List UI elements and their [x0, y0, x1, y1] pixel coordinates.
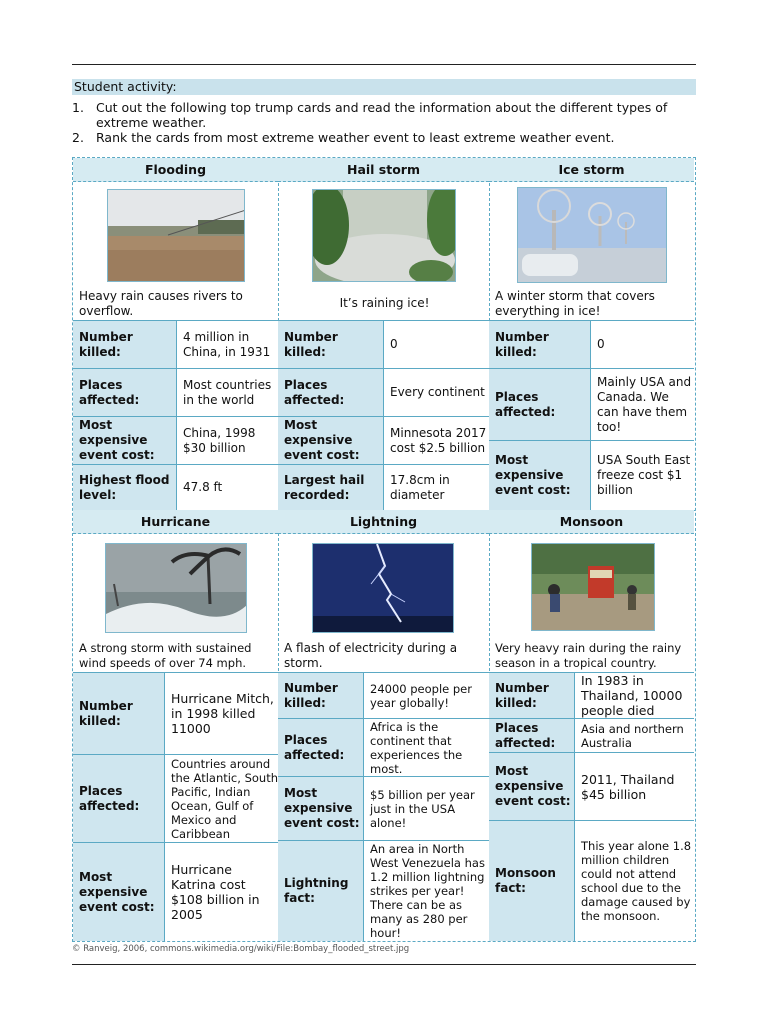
stat-row	[489, 752, 694, 820]
stat-row	[278, 416, 489, 464]
stat-label: Number killed:	[73, 321, 177, 368]
instruction-item	[72, 100, 696, 130]
card-title: Monsoon	[489, 510, 694, 534]
stat-row	[278, 776, 489, 840]
stat-row	[73, 320, 278, 368]
stat-value: Hurricane Mitch, in 1998 killed 11000	[171, 691, 274, 736]
stat-label: Number killed:	[278, 673, 364, 718]
card-description: A strong storm with sustained wind speeds of over 74 mph.	[79, 641, 252, 670]
monsoon-photo	[531, 543, 655, 631]
stat-value: Most countries in the world	[183, 377, 272, 407]
hail-storm-photo	[312, 189, 456, 282]
stat-label: Places affected:	[489, 369, 591, 440]
instruction-item	[72, 130, 696, 145]
stat-value: An area in North West Venezuela has 1.2 million lightning strikes per year! There can be as many as 280 per hour!	[370, 842, 485, 940]
stat-label: Largest hail recorded:	[278, 465, 384, 510]
stat-row	[278, 840, 489, 941]
stat-row	[73, 842, 278, 941]
instruction-number: 2.	[72, 130, 84, 145]
card-title: Hail storm	[278, 158, 489, 182]
stat-label: Most expensive event cost:	[73, 417, 177, 464]
stat-value: Minnesota 2017 cost $2.5 billion	[390, 425, 487, 455]
stat-row	[489, 440, 694, 510]
card-title: Ice storm	[489, 158, 694, 182]
card-title: Lightning	[278, 510, 489, 534]
stat-label: Number killed:	[278, 321, 384, 368]
card-monsoon	[489, 510, 694, 941]
stat-value: Hurricane Katrina cost $108 billion in 2005	[171, 862, 260, 922]
card-hurricane	[73, 510, 278, 941]
stat-label: Most expensive event cost:	[278, 417, 384, 464]
card-description: Heavy rain causes rivers to overflow.	[79, 289, 243, 318]
stat-row	[489, 320, 694, 368]
card-title: Hurricane	[73, 510, 278, 534]
stat-value: China, 1998 $30 billion	[183, 425, 256, 455]
stat-label: Monsoon fact:	[489, 821, 575, 941]
stat-label: Most expensive event cost:	[73, 843, 165, 941]
stat-row	[73, 368, 278, 416]
stat-label: Number killed:	[489, 321, 591, 368]
activity-heading: Student activity:	[72, 79, 696, 95]
lightning-photo	[312, 543, 454, 633]
stat-row	[278, 320, 489, 368]
stat-row	[73, 754, 278, 842]
stat-label: Places affected:	[489, 719, 575, 752]
stat-label: Highest flood level:	[73, 465, 177, 510]
stat-row	[278, 672, 489, 718]
stat-value: Mainly USA and Canada. We can have them too!	[597, 374, 692, 434]
instruction-text: Cut out the following top trump cards and read the information about the different types of extreme weather.	[96, 100, 668, 130]
stat-value: In 1983 in Thailand, 10000 people died	[581, 673, 683, 718]
flooding-photo	[107, 189, 245, 282]
stat-value: Every continent	[390, 385, 485, 399]
stat-label: Places affected:	[73, 755, 165, 842]
stat-value: 47.8 ft	[183, 480, 223, 494]
instruction-number: 1.	[72, 100, 84, 115]
card-description: Very heavy rain during the rainy season in a tropical country.	[495, 641, 682, 670]
stat-value: $5 billion per year just in the USA alone!	[370, 787, 475, 830]
stat-label: Number killed:	[489, 673, 575, 718]
instruction-list	[72, 100, 696, 145]
stat-row	[73, 464, 278, 510]
card-ice-storm	[489, 158, 694, 510]
stat-row	[489, 820, 694, 941]
stat-row	[489, 718, 694, 752]
card-description: It’s raining ice!	[339, 296, 430, 310]
stat-row	[278, 464, 489, 510]
stat-value: Africa is the continent that experiences the most.	[370, 719, 463, 776]
stat-value: Asia and northern Australia	[581, 721, 684, 750]
stat-row	[278, 368, 489, 416]
trump-card-grid	[72, 157, 696, 942]
stat-value: 4 million in China, in 1931	[183, 329, 271, 359]
stat-label: Most expensive event cost:	[489, 753, 575, 820]
stat-label: Number killed:	[73, 673, 165, 754]
ice-storm-photo	[517, 187, 667, 283]
stat-value: This year alone 1.8 million children could not attend school due to the damage caused by the monsoon.	[581, 839, 692, 923]
hurricane-photo	[105, 543, 247, 633]
card-description: A winter storm that covers everything in ice!	[495, 289, 655, 318]
top-rule	[72, 64, 696, 65]
stat-label: Places affected:	[278, 369, 384, 416]
stat-value: 0	[390, 337, 398, 351]
stat-label: Lightning fact:	[278, 841, 364, 941]
card-flooding	[73, 158, 278, 510]
stat-label: Most expensive event cost:	[489, 441, 591, 510]
stat-row	[73, 672, 278, 754]
stat-value: 17.8cm in diameter	[390, 472, 450, 502]
card-lightning	[278, 510, 489, 941]
stat-label: Places affected:	[278, 719, 364, 776]
stat-value: 0	[597, 337, 605, 351]
stat-label: Places affected:	[73, 369, 177, 416]
stat-value: Countries around the Atlantic, South Pacific, Indian Ocean, Gulf of Mexico and Caribbean	[171, 756, 278, 841]
card-hail-storm	[278, 158, 489, 510]
image-credit: © Ranveig, 2006, commons.wikimedia.org/wiki/File:Bombay_flooded_street.jpg	[72, 944, 410, 954]
stat-row	[489, 368, 694, 440]
bottom-rule	[72, 964, 696, 965]
stat-value: 2011, Thailand $45 billion	[581, 771, 675, 802]
instruction-text: Rank the cards from most extreme weather event to least extreme weather event.	[96, 130, 615, 145]
card-title: Flooding	[73, 158, 278, 182]
stat-row	[278, 718, 489, 776]
stat-value: USA South East freeze cost $1 billion	[597, 453, 691, 497]
stat-value: 24000 people per year globally!	[370, 681, 472, 710]
stat-row	[73, 416, 278, 464]
card-description: A flash of electricity during a storm.	[284, 641, 458, 670]
stat-row	[489, 672, 694, 718]
stat-label: Most expensive event cost:	[278, 777, 364, 840]
